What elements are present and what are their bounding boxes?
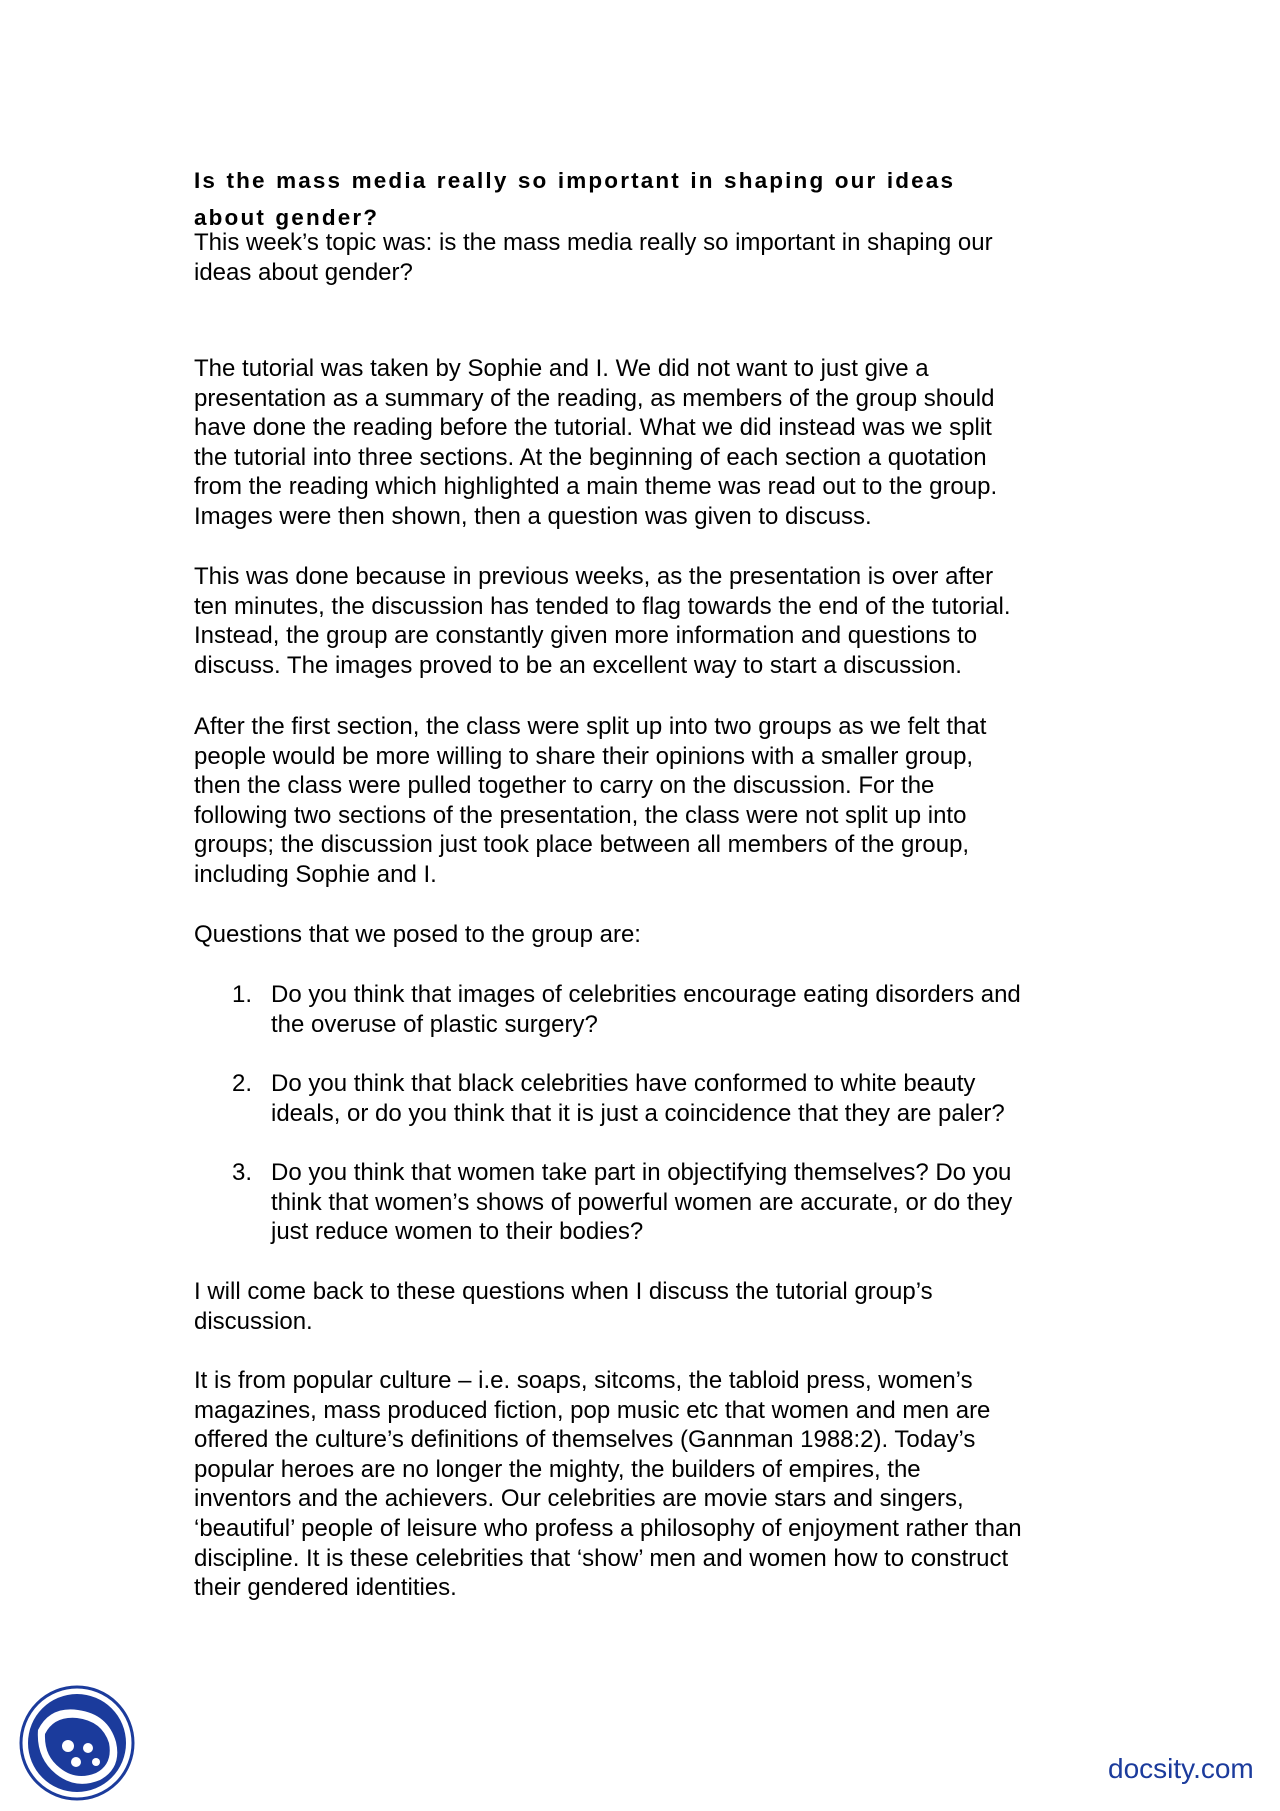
docsity-brand-link[interactable]: docsity.com bbox=[1108, 1753, 1254, 1784]
text-line: the overuse of plastic surgery? bbox=[271, 1010, 598, 1038]
text-line: Do you think that black celebrities have conformed to white beauty bbox=[271, 1070, 976, 1097]
text-line: their gendered identities. bbox=[194, 1574, 457, 1602]
text-line: just reduce women to their bodies? bbox=[271, 1218, 644, 1246]
text-line: Images were then shown, then a question was given to discuss. bbox=[194, 502, 872, 530]
paragraph-popular-culture bbox=[194, 1366, 1022, 1603]
docsity-logo-icon[interactable] bbox=[18, 1684, 136, 1802]
text-line: discuss. The images proved to be an excellent way to start a discussion. bbox=[194, 651, 962, 679]
text-line: following two sections of the presentation, the class were not split up into bbox=[194, 801, 967, 829]
list-number: 3. bbox=[232, 1159, 253, 1186]
text-line: the tutorial into three sections. At the beginning of each section a quotation bbox=[194, 443, 987, 471]
title-line: Is the mass media really so important in shaping our ideas bbox=[194, 168, 956, 193]
paragraph-come-back bbox=[194, 1277, 933, 1336]
text-line: from the reading which highlighted a main theme was read out to the group. bbox=[194, 473, 998, 501]
paragraph-reasoning bbox=[194, 562, 1011, 680]
text-line: ideas about gender? bbox=[194, 258, 413, 286]
text-line: discussion. bbox=[194, 1307, 313, 1335]
text-line: After the first section, the class were split up into two groups as we felt that bbox=[194, 713, 987, 740]
text-line: It is from popular culture – i.e. soaps, sitcoms, the tabloid press, women’s bbox=[194, 1367, 973, 1394]
title-line: about gender? bbox=[194, 205, 380, 230]
text-line: Instead, the group are constantly given more information and questions to bbox=[194, 622, 978, 650]
text-line: presentation as a summary of the reading, as members of the group should bbox=[194, 384, 995, 412]
text-line: ‘beautiful’ people of leisure who profess a philosophy of enjoyment rather than bbox=[194, 1514, 1022, 1542]
text-line: popular heroes are no longer the mighty, the builders of empires, the bbox=[194, 1455, 921, 1483]
paragraph-tutorial bbox=[194, 354, 997, 532]
text-line: think that women’s shows of powerful women are accurate, or do they bbox=[271, 1188, 1013, 1216]
list-item-text bbox=[271, 980, 1021, 1039]
text-line: ten minutes, the discussion has tended to flag towards the end of the tutorial. bbox=[194, 592, 1011, 620]
text-line: have done the reading before the tutorial. What we did instead was we split bbox=[194, 414, 992, 442]
text-line: Do you think that images of celebrities encourage eating disorders and bbox=[271, 981, 1021, 1008]
text-line: ideals, or do you think that it is just a coincidence that they are paler? bbox=[271, 1099, 1005, 1127]
paragraph-questions-intro bbox=[194, 920, 641, 950]
list-number: 2. bbox=[232, 1070, 253, 1097]
paragraph-topic bbox=[194, 228, 993, 287]
text-line: inventors and the achievers. Our celebrities are movie stars and singers, bbox=[194, 1485, 964, 1513]
text-line: magazines, mass produced fiction, pop music etc that women and men are bbox=[194, 1396, 991, 1424]
text-line: including Sophie and I. bbox=[194, 860, 437, 888]
text-line: Do you think that women take part in objectifying themselves? Do you bbox=[271, 1159, 1012, 1186]
text-line: I will come back to these questions when I discuss the tutorial group’s bbox=[194, 1278, 933, 1305]
list-item-text bbox=[271, 1158, 1012, 1247]
document-title bbox=[194, 162, 1094, 236]
text-line: This was done because in previous weeks, as the presentation is over after bbox=[194, 563, 994, 590]
list-item-text bbox=[271, 1069, 1005, 1128]
text-line: people would be more willing to share their opinions with a smaller group, bbox=[194, 742, 974, 770]
text-line: The tutorial was taken by Sophie and I. We did not want to just give a bbox=[194, 355, 929, 382]
text-line: Questions that we posed to the group are: bbox=[194, 921, 641, 948]
text-line: then the class were pulled together to carry on the discussion. For the bbox=[194, 772, 935, 800]
list-number: 1. bbox=[232, 981, 253, 1008]
text-line: groups; the discussion just took place between all members of the group, bbox=[194, 831, 970, 859]
text-line: discipline. It is these celebrities that ‘show’ men and women how to construct bbox=[194, 1544, 1009, 1572]
text-line: This week’s topic was: is the mass media really so important in shaping our bbox=[194, 229, 993, 256]
paragraph-groups bbox=[194, 712, 986, 890]
text-line: offered the culture’s definitions of themselves (Gannman 1988:2). Today’s bbox=[194, 1426, 976, 1454]
